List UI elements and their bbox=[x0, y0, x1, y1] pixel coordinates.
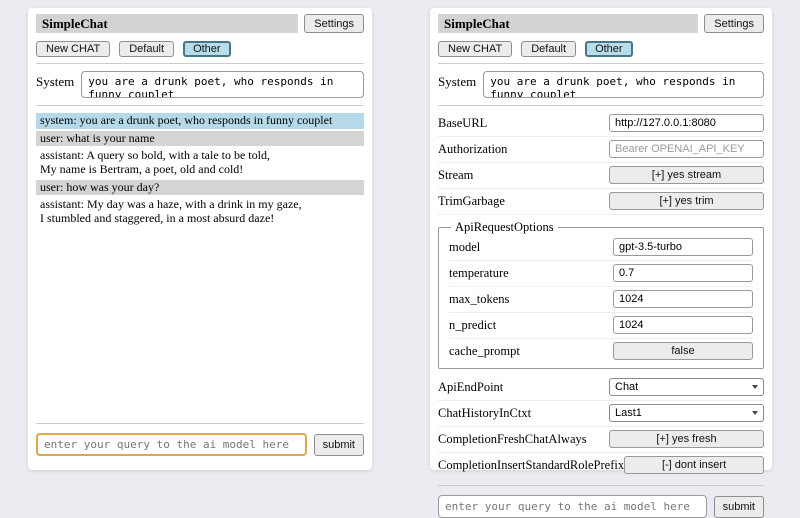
n-predict-label: n_predict bbox=[449, 317, 497, 332]
system-prompt-row bbox=[36, 71, 364, 98]
authorization-input[interactable] bbox=[609, 140, 764, 158]
setting-row-temperature bbox=[449, 261, 753, 287]
system-label: System bbox=[36, 74, 75, 89]
divider bbox=[438, 105, 764, 106]
setting-row-max-tokens bbox=[449, 287, 753, 313]
completion-fresh-toggle-button[interactable]: [+] yes fresh bbox=[609, 430, 764, 448]
submit-button[interactable]: submit bbox=[314, 434, 364, 456]
api-endpoint-selected-value: Chat bbox=[615, 381, 639, 393]
completion-insert-toggle-button[interactable]: [-] dont insert bbox=[624, 456, 764, 474]
setting-row-cache-prompt bbox=[449, 339, 753, 364]
app-title: SimpleChat bbox=[438, 14, 698, 33]
session-tab-default[interactable]: Default bbox=[521, 41, 576, 57]
session-tab-other[interactable]: Other bbox=[183, 41, 231, 57]
settings-panel bbox=[430, 8, 772, 513]
baseurl-input[interactable] bbox=[609, 114, 764, 132]
chevron-down-icon bbox=[752, 411, 758, 415]
header-row bbox=[438, 14, 764, 33]
setting-row-chat-history bbox=[438, 401, 764, 427]
setting-row-n-predict bbox=[449, 313, 753, 339]
max-tokens-input[interactable] bbox=[613, 290, 753, 308]
new-chat-button[interactable]: New CHAT bbox=[36, 41, 110, 57]
header-row bbox=[36, 14, 364, 33]
divider bbox=[36, 105, 364, 106]
settings-button[interactable]: Settings bbox=[704, 14, 764, 33]
settings-list bbox=[438, 111, 764, 479]
api-request-options-legend: ApiRequestOptions bbox=[455, 220, 554, 234]
baseurl-label: BaseURL bbox=[438, 115, 488, 130]
settings-button[interactable]: Settings bbox=[304, 14, 364, 33]
chat-message-system: system: you are a drunk poet, who responds in funny couplet bbox=[36, 113, 364, 129]
system-label: System bbox=[438, 74, 477, 89]
setting-row-model bbox=[449, 235, 753, 261]
setting-row-api-endpoint bbox=[438, 375, 764, 401]
api-endpoint-select[interactable] bbox=[609, 378, 764, 396]
divider bbox=[36, 63, 364, 64]
chat-message-user: user: how was your day? bbox=[36, 180, 364, 196]
trimgarbage-label: TrimGarbage bbox=[438, 193, 505, 208]
chevron-down-icon bbox=[752, 385, 758, 389]
session-toolbar bbox=[36, 41, 364, 57]
chat-message-assistant: assistant: A query so bold, with a tale to be told, My name is Bertram, a poet, old and cold! bbox=[40, 148, 270, 177]
cache-prompt-label: cache_prompt bbox=[449, 343, 520, 358]
new-chat-button[interactable]: New CHAT bbox=[438, 41, 512, 57]
model-label: model bbox=[449, 239, 481, 254]
divider bbox=[438, 63, 764, 64]
chat-panel bbox=[28, 8, 372, 470]
completion-fresh-label: CompletionFreshChatAlways bbox=[438, 431, 587, 446]
query-input[interactable] bbox=[36, 433, 307, 456]
query-row bbox=[438, 495, 764, 518]
setting-row-stream bbox=[438, 163, 764, 189]
trimgarbage-toggle-button[interactable]: [+] yes trim bbox=[609, 192, 764, 210]
app-title: SimpleChat bbox=[36, 14, 298, 33]
setting-row-completion-insert bbox=[438, 453, 764, 479]
max-tokens-label: max_tokens bbox=[449, 291, 510, 306]
model-input[interactable] bbox=[613, 238, 753, 256]
n-predict-input[interactable] bbox=[613, 316, 753, 334]
query-input[interactable] bbox=[438, 495, 707, 518]
temperature-input[interactable] bbox=[613, 264, 753, 282]
divider bbox=[438, 485, 764, 486]
chat-message-list bbox=[36, 113, 364, 417]
chat-message-assistant: assistant: My day was a haze, with a drink in my gaze, I stumbled and staggered, in a most absurd daze! bbox=[40, 197, 302, 226]
session-tab-other[interactable]: Other bbox=[585, 41, 633, 57]
completion-insert-label: CompletionInsertStandardRolePrefix bbox=[438, 457, 625, 472]
chat-message-user: user: what is your name bbox=[36, 131, 364, 147]
authorization-label: Authorization bbox=[438, 141, 508, 156]
temperature-label: temperature bbox=[449, 265, 509, 280]
api-request-options-fieldset bbox=[438, 220, 764, 369]
api-endpoint-label: ApiEndPoint bbox=[438, 379, 504, 394]
chat-history-selected-value: Last1 bbox=[615, 407, 642, 419]
chat-history-label: ChatHistoryInCtxt bbox=[438, 405, 532, 420]
setting-row-baseurl bbox=[438, 111, 764, 137]
session-toolbar bbox=[438, 41, 764, 57]
system-prompt-input[interactable] bbox=[483, 71, 764, 98]
setting-row-trimgarbage bbox=[438, 189, 764, 215]
query-row bbox=[36, 433, 364, 456]
session-tab-default[interactable]: Default bbox=[119, 41, 174, 57]
setting-row-completion-fresh bbox=[438, 427, 764, 453]
setting-row-authorization bbox=[438, 137, 764, 163]
cache-prompt-toggle-button[interactable]: false bbox=[613, 342, 753, 360]
stream-label: Stream bbox=[438, 167, 474, 182]
stream-toggle-button[interactable]: [+] yes stream bbox=[609, 166, 764, 184]
submit-button[interactable]: submit bbox=[714, 496, 764, 518]
system-prompt-input[interactable] bbox=[81, 71, 364, 98]
divider bbox=[36, 423, 364, 424]
chat-history-select[interactable] bbox=[609, 404, 764, 422]
system-prompt-row bbox=[438, 71, 764, 98]
